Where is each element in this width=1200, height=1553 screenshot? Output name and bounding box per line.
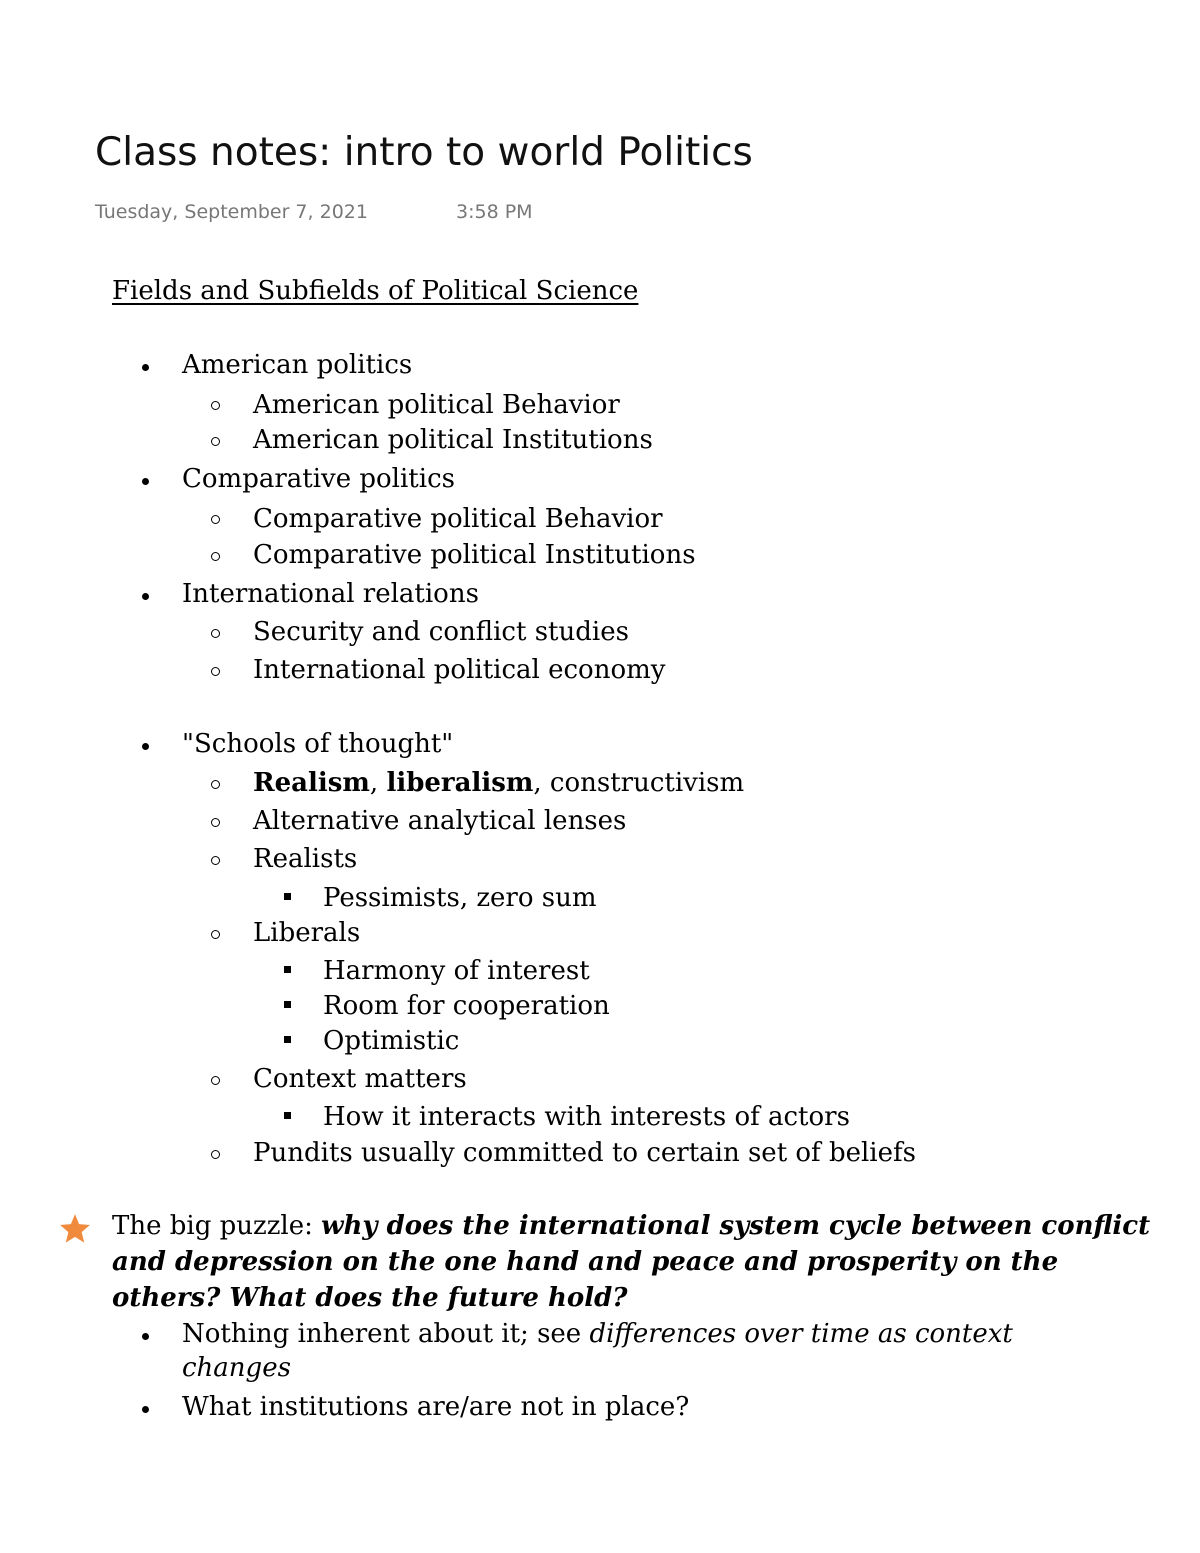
separator: , bbox=[369, 768, 387, 798]
bullet-square bbox=[284, 1112, 291, 1119]
bullet-circle bbox=[211, 437, 220, 446]
list-item-security-conflict: Security and conflict studies bbox=[253, 617, 629, 647]
page-cutoff bbox=[0, 1437, 1200, 1553]
bullet-disc bbox=[142, 364, 149, 371]
puzzle-question: why does the international system cycle between conflict and depression on the one hand and peace and prosperity on the others? What does the future hold? bbox=[112, 1211, 1151, 1313]
bullet-square bbox=[284, 1036, 291, 1043]
list-item-international-relations: International relations bbox=[182, 579, 479, 609]
bullet-square bbox=[284, 1001, 291, 1008]
term-realism: Realism bbox=[253, 768, 370, 798]
list-item-comparative-institutions: Comparative political Institutions bbox=[253, 540, 696, 570]
list-item-interests-of-actors: How it interacts with interests of actors bbox=[323, 1102, 850, 1132]
bullet-circle bbox=[211, 401, 220, 410]
bullet-circle bbox=[211, 629, 220, 638]
star-icon bbox=[58, 1212, 92, 1246]
bullet-disc bbox=[142, 1333, 149, 1340]
list-item-optimistic: Optimistic bbox=[323, 1026, 460, 1056]
bullet-circle bbox=[211, 1150, 220, 1159]
note-date: Tuesday, September 7, 2021 bbox=[95, 201, 368, 223]
list-item-institutions-in-place: What institutions are/are not in place? bbox=[182, 1392, 690, 1422]
list-item-pessimists: Pessimists, zero sum bbox=[323, 883, 597, 913]
list-item-alternative-lenses: Alternative analytical lenses bbox=[253, 806, 627, 836]
bullet-square bbox=[284, 893, 291, 900]
bullet-square bbox=[284, 966, 291, 973]
list-item-cooperation: Room for cooperation bbox=[323, 991, 610, 1021]
list-item-harmony: Harmony of interest bbox=[323, 956, 590, 986]
list-item-american-institutions: American political Institutions bbox=[253, 425, 653, 455]
bullet-disc bbox=[142, 478, 149, 485]
list-item-realists: Realists bbox=[253, 844, 358, 874]
bullet-circle bbox=[211, 515, 220, 524]
bullet-circle bbox=[211, 1076, 220, 1085]
bullet-circle bbox=[211, 667, 220, 676]
list-item-comparative-behavior: Comparative political Behavior bbox=[253, 504, 663, 534]
list-item-nothing-inherent bbox=[182, 1317, 1102, 1385]
bullet-circle bbox=[211, 930, 220, 939]
term-liberalism: liberalism bbox=[386, 768, 534, 798]
list-item-schools-of-thought: "Schools of thought" bbox=[182, 729, 454, 759]
list-item-american-behavior: American political Behavior bbox=[253, 390, 620, 420]
bullet-circle bbox=[211, 818, 220, 827]
bullet-circle bbox=[211, 552, 220, 561]
big-puzzle-paragraph bbox=[112, 1208, 1152, 1316]
bullet-disc bbox=[142, 743, 149, 750]
nothing-inherent-italic: differences over time as context changes bbox=[182, 1319, 1013, 1383]
list-item-schools-list bbox=[253, 766, 744, 800]
list-item-pundits: Pundits usually committed to certain set of beliefs bbox=[253, 1138, 916, 1168]
list-item-comparative-politics: Comparative politics bbox=[182, 464, 455, 494]
bullet-disc bbox=[142, 1406, 149, 1413]
note-time: 3:58 PM bbox=[456, 201, 533, 223]
bullet-circle bbox=[211, 780, 220, 789]
list-item-context-matters: Context matters bbox=[253, 1064, 467, 1094]
list-item-liberals: Liberals bbox=[253, 918, 361, 948]
bullet-circle bbox=[211, 856, 220, 865]
puzzle-lead: The big puzzle: bbox=[112, 1211, 322, 1241]
bullet-disc bbox=[142, 593, 149, 600]
list-item-american-politics: American politics bbox=[182, 350, 413, 380]
nothing-inherent-text: Nothing inherent about it; see bbox=[182, 1319, 590, 1349]
list-item-international-political-economy: International political economy bbox=[253, 655, 666, 685]
section-heading: Fields and Subfields of Political Science bbox=[112, 276, 639, 306]
term-constructivism: , constructivism bbox=[533, 768, 745, 798]
page-title: Class notes: intro to world Politics bbox=[95, 130, 753, 175]
